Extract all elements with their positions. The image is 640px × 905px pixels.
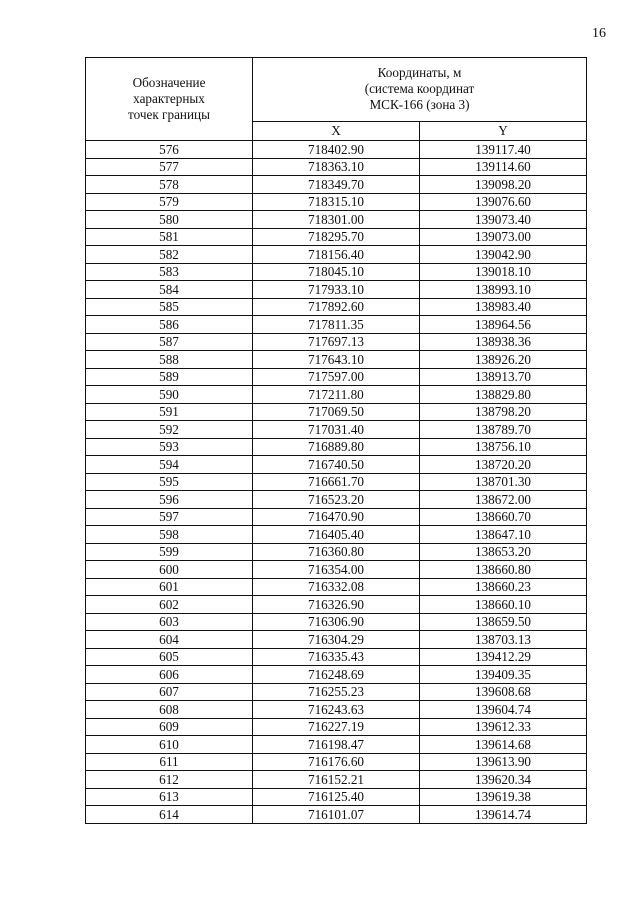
cell-y: 138983.40 (420, 298, 587, 316)
cell-point-number: 613 (86, 788, 253, 806)
cell-y: 138701.30 (420, 473, 587, 491)
cell-point-number: 579 (86, 193, 253, 211)
cell-x: 718156.40 (253, 246, 420, 264)
header-point-line: точек границы (128, 107, 210, 122)
cell-point-number: 603 (86, 613, 253, 631)
cell-x: 717643.10 (253, 351, 420, 369)
cell-x: 717069.50 (253, 403, 420, 421)
cell-y: 139612.33 (420, 718, 587, 736)
cell-y: 139073.40 (420, 211, 587, 229)
cell-point-number: 581 (86, 228, 253, 246)
table-row (86, 613, 587, 631)
table-row (86, 561, 587, 579)
coordinates-table (85, 57, 587, 824)
table-row (86, 718, 587, 736)
cell-y: 138660.80 (420, 561, 587, 579)
cell-y: 138647.10 (420, 526, 587, 544)
cell-point-number: 587 (86, 333, 253, 351)
cell-x: 718315.10 (253, 193, 420, 211)
cell-x: 716198.47 (253, 736, 420, 754)
cell-y: 138660.10 (420, 596, 587, 614)
cell-y: 139619.38 (420, 788, 587, 806)
table-row (86, 211, 587, 229)
cell-point-number: 609 (86, 718, 253, 736)
cell-x: 718295.70 (253, 228, 420, 246)
table-row (86, 333, 587, 351)
cell-point-number: 592 (86, 421, 253, 439)
table-row (86, 228, 587, 246)
table-row (86, 473, 587, 491)
header-point-line: Обозначение (132, 75, 206, 90)
cell-point-number: 606 (86, 666, 253, 684)
cell-y: 139409.35 (420, 666, 587, 684)
cell-y: 139114.60 (420, 158, 587, 176)
cell-point-number: 598 (86, 526, 253, 544)
table-body (86, 141, 587, 824)
cell-y: 138653.20 (420, 543, 587, 561)
table-row (86, 438, 587, 456)
cell-y: 139613.90 (420, 753, 587, 771)
cell-y: 139614.68 (420, 736, 587, 754)
cell-point-number: 614 (86, 806, 253, 824)
page-number: 16 (592, 26, 606, 41)
cell-y: 139098.20 (420, 176, 587, 194)
table-row (86, 176, 587, 194)
cell-x: 716661.70 (253, 473, 420, 491)
cell-x: 716326.90 (253, 596, 420, 614)
cell-point-number: 608 (86, 701, 253, 719)
header-coordinates-line: МСК-166 (зона 3) (369, 97, 470, 113)
table-row (86, 193, 587, 211)
cell-point-number: 586 (86, 316, 253, 334)
cell-y: 139073.00 (420, 228, 587, 246)
cell-y: 138659.50 (420, 613, 587, 631)
cell-x: 716523.20 (253, 491, 420, 509)
cell-y: 138829.80 (420, 386, 587, 404)
cell-y: 139608.68 (420, 683, 587, 701)
cell-point-number: 577 (86, 158, 253, 176)
cell-point-number: 585 (86, 298, 253, 316)
cell-point-number: 602 (86, 596, 253, 614)
cell-point-number: 596 (86, 491, 253, 509)
table-row (86, 788, 587, 806)
cell-y: 139412.29 (420, 648, 587, 666)
table-row (86, 526, 587, 544)
table-row (86, 141, 587, 159)
cell-x: 716354.00 (253, 561, 420, 579)
table-row (86, 543, 587, 561)
header-coordinates-line: (система координат (364, 81, 475, 97)
cell-x: 718402.90 (253, 141, 420, 159)
cell-point-number: 607 (86, 683, 253, 701)
cell-y: 139620.34 (420, 771, 587, 789)
cell-point-number: 589 (86, 368, 253, 386)
cell-y: 139076.60 (420, 193, 587, 211)
cell-point-number: 578 (86, 176, 253, 194)
cell-point-number: 590 (86, 386, 253, 404)
table-row (86, 281, 587, 299)
cell-point-number: 599 (86, 543, 253, 561)
table-row (86, 771, 587, 789)
cell-x: 716335.43 (253, 648, 420, 666)
cell-y: 139042.90 (420, 246, 587, 264)
cell-x: 716243.63 (253, 701, 420, 719)
cell-y: 138720.20 (420, 456, 587, 474)
cell-point-number: 580 (86, 211, 253, 229)
cell-y: 138926.20 (420, 351, 587, 369)
cell-y: 139117.40 (420, 141, 587, 159)
table-row (86, 596, 587, 614)
table-row (86, 683, 587, 701)
cell-x: 716176.60 (253, 753, 420, 771)
cell-point-number: 604 (86, 631, 253, 649)
cell-point-number: 584 (86, 281, 253, 299)
header-point-line: характерных (133, 91, 205, 106)
table-row (86, 631, 587, 649)
cell-y: 138964.56 (420, 316, 587, 334)
cell-x: 718301.00 (253, 211, 420, 229)
cell-point-number: 595 (86, 473, 253, 491)
cell-y: 138938.36 (420, 333, 587, 351)
cell-y: 138789.70 (420, 421, 587, 439)
table-row (86, 753, 587, 771)
header-y: Y (420, 121, 587, 140)
cell-y: 138913.70 (420, 368, 587, 386)
table-row (86, 421, 587, 439)
cell-x: 717211.80 (253, 386, 420, 404)
table-row (86, 736, 587, 754)
cell-x: 716740.50 (253, 456, 420, 474)
table-row (86, 403, 587, 421)
cell-x: 716405.40 (253, 526, 420, 544)
cell-point-number: 611 (86, 753, 253, 771)
cell-y: 139604.74 (420, 701, 587, 719)
table-row (86, 491, 587, 509)
cell-y: 139614.74 (420, 806, 587, 824)
cell-x: 716101.07 (253, 806, 420, 824)
header-point-designation (86, 58, 253, 141)
cell-y: 138756.10 (420, 438, 587, 456)
table-row (86, 578, 587, 596)
table-row (86, 316, 587, 334)
cell-x: 716125.40 (253, 788, 420, 806)
cell-point-number: 594 (86, 456, 253, 474)
cell-x: 716152.21 (253, 771, 420, 789)
cell-point-number: 605 (86, 648, 253, 666)
cell-x: 716304.29 (253, 631, 420, 649)
table-row (86, 368, 587, 386)
cell-point-number: 591 (86, 403, 253, 421)
table-row (86, 666, 587, 684)
cell-y: 138660.23 (420, 578, 587, 596)
cell-point-number: 588 (86, 351, 253, 369)
table-row (86, 456, 587, 474)
cell-point-number: 576 (86, 141, 253, 159)
cell-point-number: 597 (86, 508, 253, 526)
table-row (86, 351, 587, 369)
header-x: X (253, 121, 420, 140)
cell-x: 717031.40 (253, 421, 420, 439)
table-row (86, 158, 587, 176)
cell-x: 716360.80 (253, 543, 420, 561)
cell-x: 717697.13 (253, 333, 420, 351)
table-row (86, 246, 587, 264)
cell-y: 138672.00 (420, 491, 587, 509)
table-row (86, 806, 587, 824)
table-row (86, 263, 587, 281)
header-coordinates (253, 58, 587, 122)
cell-point-number: 583 (86, 263, 253, 281)
cell-x: 716470.90 (253, 508, 420, 526)
cell-point-number: 612 (86, 771, 253, 789)
cell-y: 138660.70 (420, 508, 587, 526)
cell-x: 716227.19 (253, 718, 420, 736)
cell-x: 716306.90 (253, 613, 420, 631)
cell-y: 139018.10 (420, 263, 587, 281)
cell-x: 717811.35 (253, 316, 420, 334)
cell-x: 717597.00 (253, 368, 420, 386)
cell-y: 138993.10 (420, 281, 587, 299)
table-row (86, 386, 587, 404)
cell-point-number: 601 (86, 578, 253, 596)
header-coordinates-line: Координаты, м (377, 65, 462, 81)
table-row (86, 648, 587, 666)
cell-x: 716889.80 (253, 438, 420, 456)
cell-x: 718045.10 (253, 263, 420, 281)
cell-y: 138703.13 (420, 631, 587, 649)
cell-point-number: 593 (86, 438, 253, 456)
table-row (86, 701, 587, 719)
cell-x: 716255.23 (253, 683, 420, 701)
cell-x: 717933.10 (253, 281, 420, 299)
cell-point-number: 600 (86, 561, 253, 579)
table-row (86, 298, 587, 316)
cell-y: 138798.20 (420, 403, 587, 421)
cell-x: 718363.10 (253, 158, 420, 176)
cell-point-number: 582 (86, 246, 253, 264)
cell-x: 717892.60 (253, 298, 420, 316)
cell-x: 716248.69 (253, 666, 420, 684)
cell-x: 718349.70 (253, 176, 420, 194)
cell-x: 716332.08 (253, 578, 420, 596)
cell-point-number: 610 (86, 736, 253, 754)
table-row (86, 508, 587, 526)
